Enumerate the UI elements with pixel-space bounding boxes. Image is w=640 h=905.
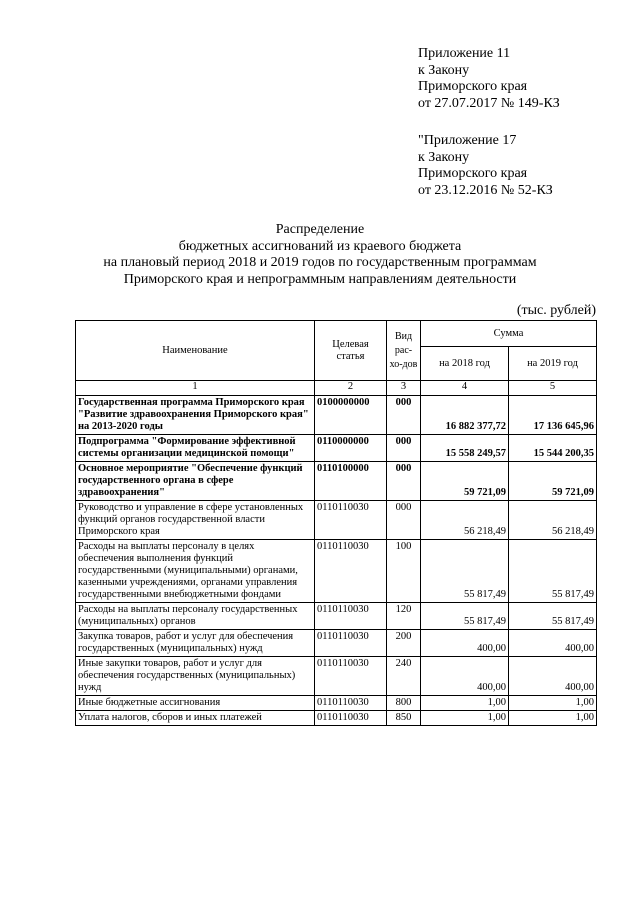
title-line: бюджетных ассигнований из краевого бюджета <box>178 238 462 254</box>
header-name: Наименование <box>76 321 315 381</box>
row-vid-code: 100 <box>387 540 421 603</box>
row-amount-2018: 15 558 249,57 <box>421 435 509 462</box>
budget-table <box>75 320 597 726</box>
appendix-line: от 23.12.2016 № 52-КЗ <box>418 182 553 198</box>
row-amount-2018: 1,00 <box>421 696 509 711</box>
header-target: Целевая статья <box>315 321 387 381</box>
row-amount-2019: 17 136 645,96 <box>509 396 597 435</box>
row-vid-code: 000 <box>387 501 421 540</box>
row-vid-code: 850 <box>387 711 421 726</box>
row-name: Расходы на выплаты персоналу в целях обеспечения выполнения функций государственными (муниципальными) органами, казенными учреждениями, органами управления государственными внебюджетными фондами <box>76 540 315 603</box>
row-amount-2019: 400,00 <box>509 630 597 657</box>
table-row <box>76 501 597 540</box>
row-target-code: 0110110030 <box>315 630 387 657</box>
appendix-line: к Закону <box>418 62 470 78</box>
row-vid-code: 000 <box>387 462 421 501</box>
document-title <box>0 222 640 288</box>
row-vid-code: 200 <box>387 630 421 657</box>
row-name: Закупка товаров, работ и услуг для обеспечения государственных (муниципальных) нужд <box>76 630 315 657</box>
row-amount-2018: 55 817,49 <box>421 603 509 630</box>
appendix-original-law <box>418 133 553 199</box>
appendix-line: к Закону <box>418 149 470 165</box>
header-vid: Вид рас-хо-дов <box>387 321 421 381</box>
row-amount-2018: 55 817,49 <box>421 540 509 603</box>
row-name: Подпрограмма "Формирование эффективной системы организации медицинской помощи" <box>76 435 315 462</box>
row-amount-2019: 15 544 200,35 <box>509 435 597 462</box>
col-number: 1 <box>76 381 315 396</box>
row-amount-2018: 59 721,09 <box>421 462 509 501</box>
row-amount-2019: 55 817,49 <box>509 603 597 630</box>
appendix-current-law <box>418 46 560 112</box>
table-row <box>76 540 597 603</box>
appendix-line: Приморского края <box>418 79 528 94</box>
row-amount-2018: 1,00 <box>421 711 509 726</box>
row-target-code: 0110110030 <box>315 603 387 630</box>
row-amount-2019: 55 817,49 <box>509 540 597 603</box>
col-number: 2 <box>315 381 387 396</box>
table-row <box>76 630 597 657</box>
appendix-line: от 27.07.2017 № 149-КЗ <box>418 95 560 111</box>
row-target-code: 0110110030 <box>315 501 387 540</box>
table-row <box>76 711 597 726</box>
table-row <box>76 396 597 435</box>
row-vid-code: 240 <box>387 657 421 696</box>
title-line: на плановый период 2018 и 2019 годов по государственным программам <box>103 255 537 270</box>
row-name: Основное мероприятие "Обеспечение функций государственного органа в сфере здравоохранения" <box>76 462 315 501</box>
table-row <box>76 462 597 501</box>
col-number: 3 <box>387 381 421 396</box>
row-target-code: 0110000000 <box>315 435 387 462</box>
row-target-code: 0110110030 <box>315 657 387 696</box>
row-amount-2019: 56 218,49 <box>509 501 597 540</box>
row-target-code: 0100000000 <box>315 396 387 435</box>
header-2018: на 2018 год <box>421 347 509 381</box>
row-amount-2019: 59 721,09 <box>509 462 597 501</box>
appendix-line: "Приложение 17 <box>418 133 517 148</box>
table-row <box>76 696 597 711</box>
title-line: Распределение <box>275 222 365 237</box>
table-body <box>76 396 597 726</box>
row-target-code: 0110110030 <box>315 540 387 603</box>
row-amount-2018: 400,00 <box>421 657 509 696</box>
row-amount-2019: 1,00 <box>509 696 597 711</box>
col-number: 5 <box>509 381 597 396</box>
table-row <box>76 657 597 696</box>
row-name: Уплата налогов, сборов и иных платежей <box>76 711 315 726</box>
row-vid-code: 120 <box>387 603 421 630</box>
units-label: (тыс. рублей) <box>516 303 596 318</box>
row-name: Руководство и управление в сфере установленных функций органов государственной власти Приморского края <box>76 501 315 540</box>
table-row <box>76 435 597 462</box>
row-name: Иные закупки товаров, работ и услуг для обеспечения государственных (муниципальных) нужд <box>76 657 315 696</box>
row-name: Государственная программа Приморского края "Развитие здравоохранения Приморского края" на 2013-2020 годы <box>76 396 315 435</box>
header-2019: на 2019 год <box>509 347 597 381</box>
table-row <box>76 603 597 630</box>
appendix-line: Приморского края <box>418 166 528 181</box>
row-vid-code: 800 <box>387 696 421 711</box>
appendix-line: Приложение 11 <box>418 46 511 61</box>
row-amount-2019: 400,00 <box>509 657 597 696</box>
header-sum: Сумма <box>421 321 597 347</box>
row-name: Иные бюджетные ассигнования <box>76 696 315 711</box>
title-line: Приморского края и непрограммным направлениям деятельности <box>123 271 517 287</box>
row-vid-code: 000 <box>387 435 421 462</box>
row-amount-2018: 400,00 <box>421 630 509 657</box>
row-target-code: 0110110030 <box>315 696 387 711</box>
row-amount-2018: 16 882 377,72 <box>421 396 509 435</box>
row-vid-code: 000 <box>387 396 421 435</box>
col-number: 4 <box>421 381 509 396</box>
row-name: Расходы на выплаты персоналу государственных (муниципальных) органов <box>76 603 315 630</box>
row-amount-2019: 1,00 <box>509 711 597 726</box>
row-target-code: 0110110030 <box>315 711 387 726</box>
row-target-code: 0110100000 <box>315 462 387 501</box>
row-amount-2018: 56 218,49 <box>421 501 509 540</box>
